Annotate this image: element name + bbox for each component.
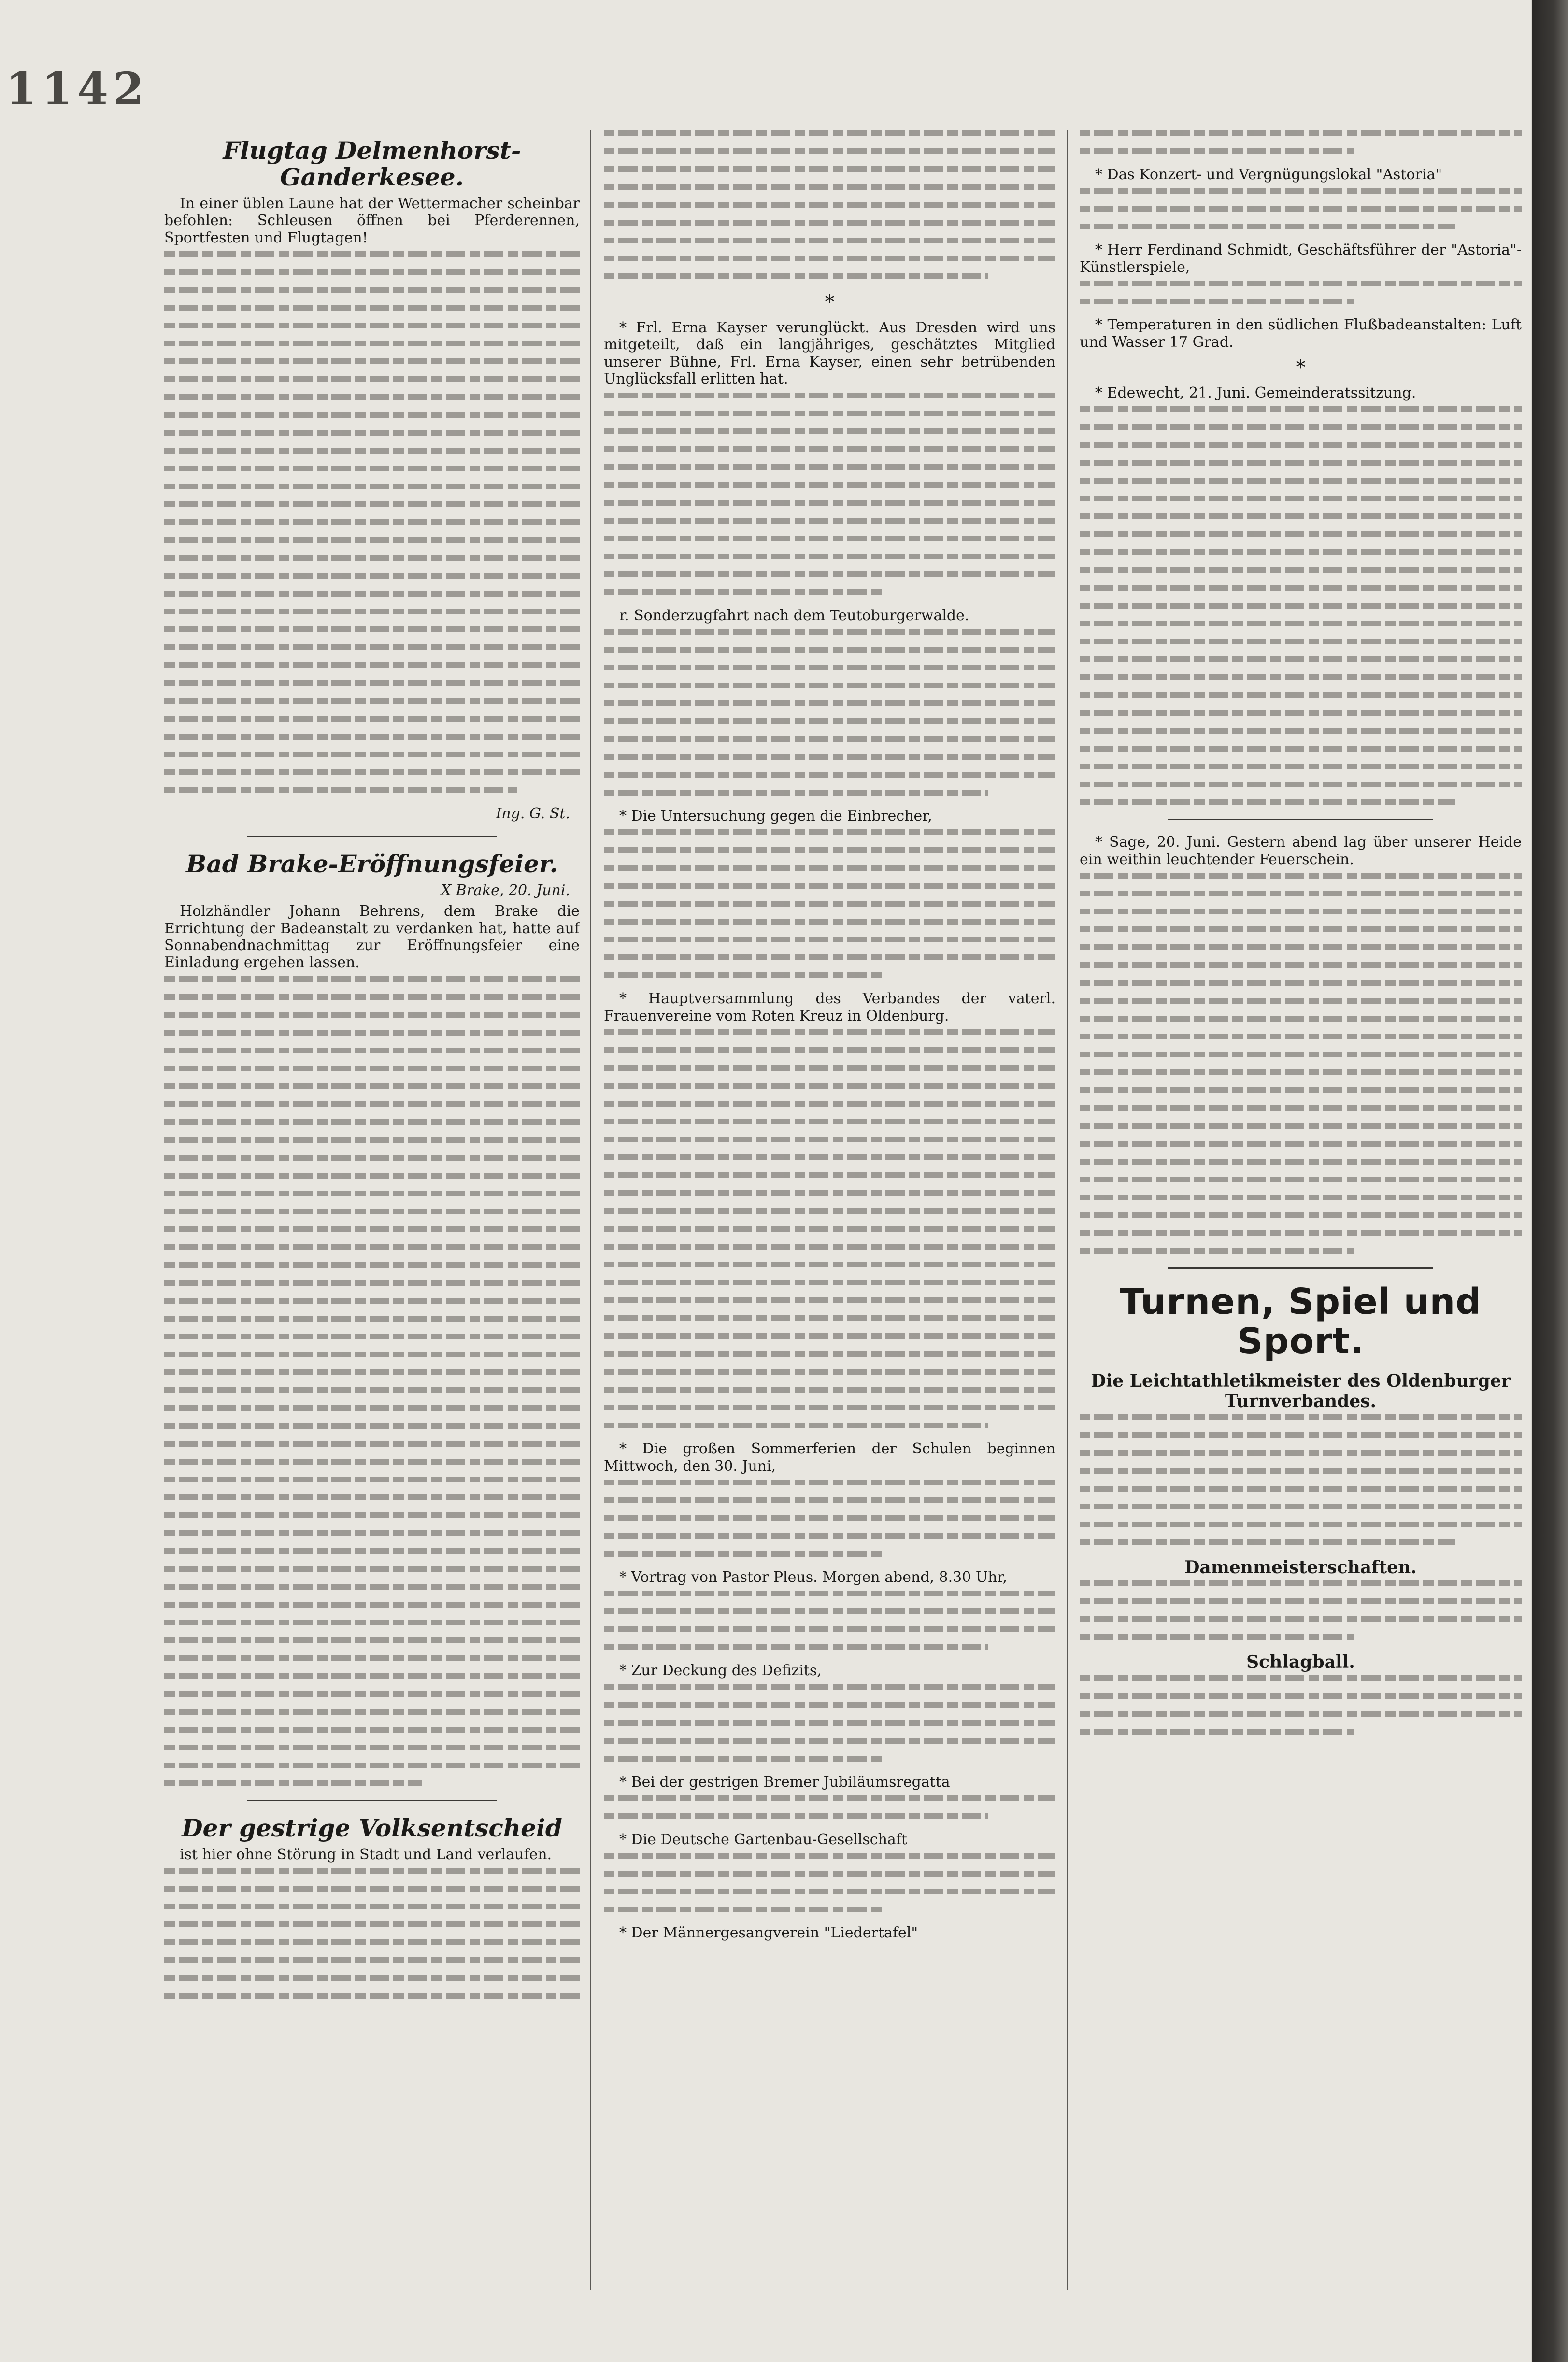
article-body-unreadable [1080, 1580, 1522, 1640]
headline-flugtag: Flugtag Delmenhorst-Ganderkesee. [223, 136, 521, 191]
scan-edge-shadow [1532, 0, 1568, 2362]
local-notice: r. Sonderzugfahrt nach dem Teutoburgerwalde. [619, 607, 969, 624]
article-body-unreadable [604, 1480, 1055, 1557]
local-notice: * Die Untersuchung gegen die Einbrecher, [619, 807, 932, 825]
article-body-unreadable [164, 1868, 580, 1999]
article-body-unreadable [1080, 281, 1522, 304]
local-notice: * Hauptversammlung des Verbandes der vaterl. Frauenvereine vom Roten Kreuz in Oldenburg. [604, 990, 1055, 1024]
dateline: X Brake, 20. Juni. [441, 882, 570, 899]
article-body-unreadable [164, 251, 580, 793]
article-body-unreadable [604, 130, 1055, 279]
section-star: * [1296, 356, 1306, 379]
article-lead: ist hier ohne Störung in Stadt und Land verlaufen. [180, 1846, 552, 1863]
headline-sport: Turnen, Spiel und Sport. [1119, 1281, 1482, 1362]
article-body-unreadable [1080, 1414, 1522, 1545]
local-notice: * Sage, 20. Juni. Gestern abend lag über unserer Heide ein weithin leuchtender Feuerschein. [1080, 834, 1522, 868]
local-notice: * Temperaturen in den südlichen Flußbadeanstalten: Luft und Wasser 17 Grad. [1080, 316, 1522, 351]
article-lead: In einer üblen Laune hat der Wettermacher scheinbar befohlen: Schleusen öffnen bei Pferderennen, Sportfesten und Flugtagen! [164, 195, 580, 246]
divider [1168, 1267, 1433, 1269]
page-number: 1142 [6, 63, 149, 115]
local-notice: * Zur Deckung des Defizits, [619, 1662, 822, 1679]
section-star: * [825, 291, 835, 313]
column-1 [164, 130, 580, 2290]
article-body-unreadable [1080, 873, 1522, 1254]
sport-subheading: Schlagball. [1246, 1651, 1355, 1672]
article-body-unreadable [604, 629, 1055, 796]
article-body-unreadable [604, 1684, 1055, 1762]
article-body-unreadable [1080, 188, 1522, 229]
divider [247, 836, 497, 837]
article-body-unreadable [1080, 406, 1522, 805]
headline-bad-brake: Bad Brake-Eröffnungsfeier. [186, 850, 558, 879]
article-signature: Ing. G. St. [496, 805, 570, 823]
article-body-unreadable [164, 976, 580, 1786]
column-3 [1080, 130, 1522, 2290]
local-notice: * Herr Ferdinand Schmidt, Geschäftsführer der "Astoria"-Künstlerspiele, [1080, 242, 1522, 276]
article-body-unreadable [1080, 130, 1522, 154]
divider [247, 1800, 497, 1801]
article-body-unreadable [604, 1795, 1055, 1819]
article-body-unreadable [604, 1853, 1055, 1912]
column-rule [1067, 130, 1068, 2290]
local-notice: * Das Konzert- und Vergnügungslokal "Astoria" [1095, 166, 1442, 183]
sport-subheading: Die Leichtathletikmeister des Oldenburger Turnverbandes. [1091, 1370, 1511, 1411]
local-notice: * Edewecht, 21. Juni. Gemeinderatssitzung. [1095, 384, 1416, 401]
headline-volksentscheid: Der gestrige Volksentscheid [182, 1813, 562, 1842]
local-notice: * Bei der gestrigen Bremer Jubiläumsregatta [619, 1773, 950, 1791]
article-body-unreadable [604, 1029, 1055, 1428]
column-2 [604, 130, 1055, 2290]
sport-subheading: Damenmeisterschaften. [1184, 1557, 1417, 1578]
local-notice: * Die Deutsche Gartenbau-Gesellschaft [619, 1831, 907, 1849]
article-lead: Holzhändler Johann Behrens, dem Brake die Errichtung der Badeanstalt zu verdanken hat, hatte auf Sonnabendnachmittag zur Eröffnungsfeier eine Einladung ergehen lassen. [164, 903, 580, 971]
divider [1168, 819, 1433, 820]
local-notice: * Frl. Erna Kayser verunglückt. Aus Dresden wird uns mitgeteilt, daß ein langjähriges, geschätztes Mitglied unserer Bühne, Frl. Erna Kayser, einen sehr betrübenden Unglücksfall erlitten hat. [604, 319, 1055, 388]
article-body-unreadable [604, 829, 1055, 978]
local-notice: * Die großen Sommerferien der Schulen beginnen Mittwoch, den 30. Juni, [604, 1440, 1055, 1475]
local-notice: * Der Männergesangverein "Liedertafel" [619, 1924, 918, 1942]
article-body-unreadable [1080, 1675, 1522, 1735]
article-body-unreadable [604, 393, 1055, 595]
local-notice: * Vortrag von Pastor Pleus. Morgen abend, 8.30 Uhr, [619, 1568, 1008, 1586]
column-rule [590, 130, 591, 2290]
article-body-unreadable [604, 1591, 1055, 1650]
